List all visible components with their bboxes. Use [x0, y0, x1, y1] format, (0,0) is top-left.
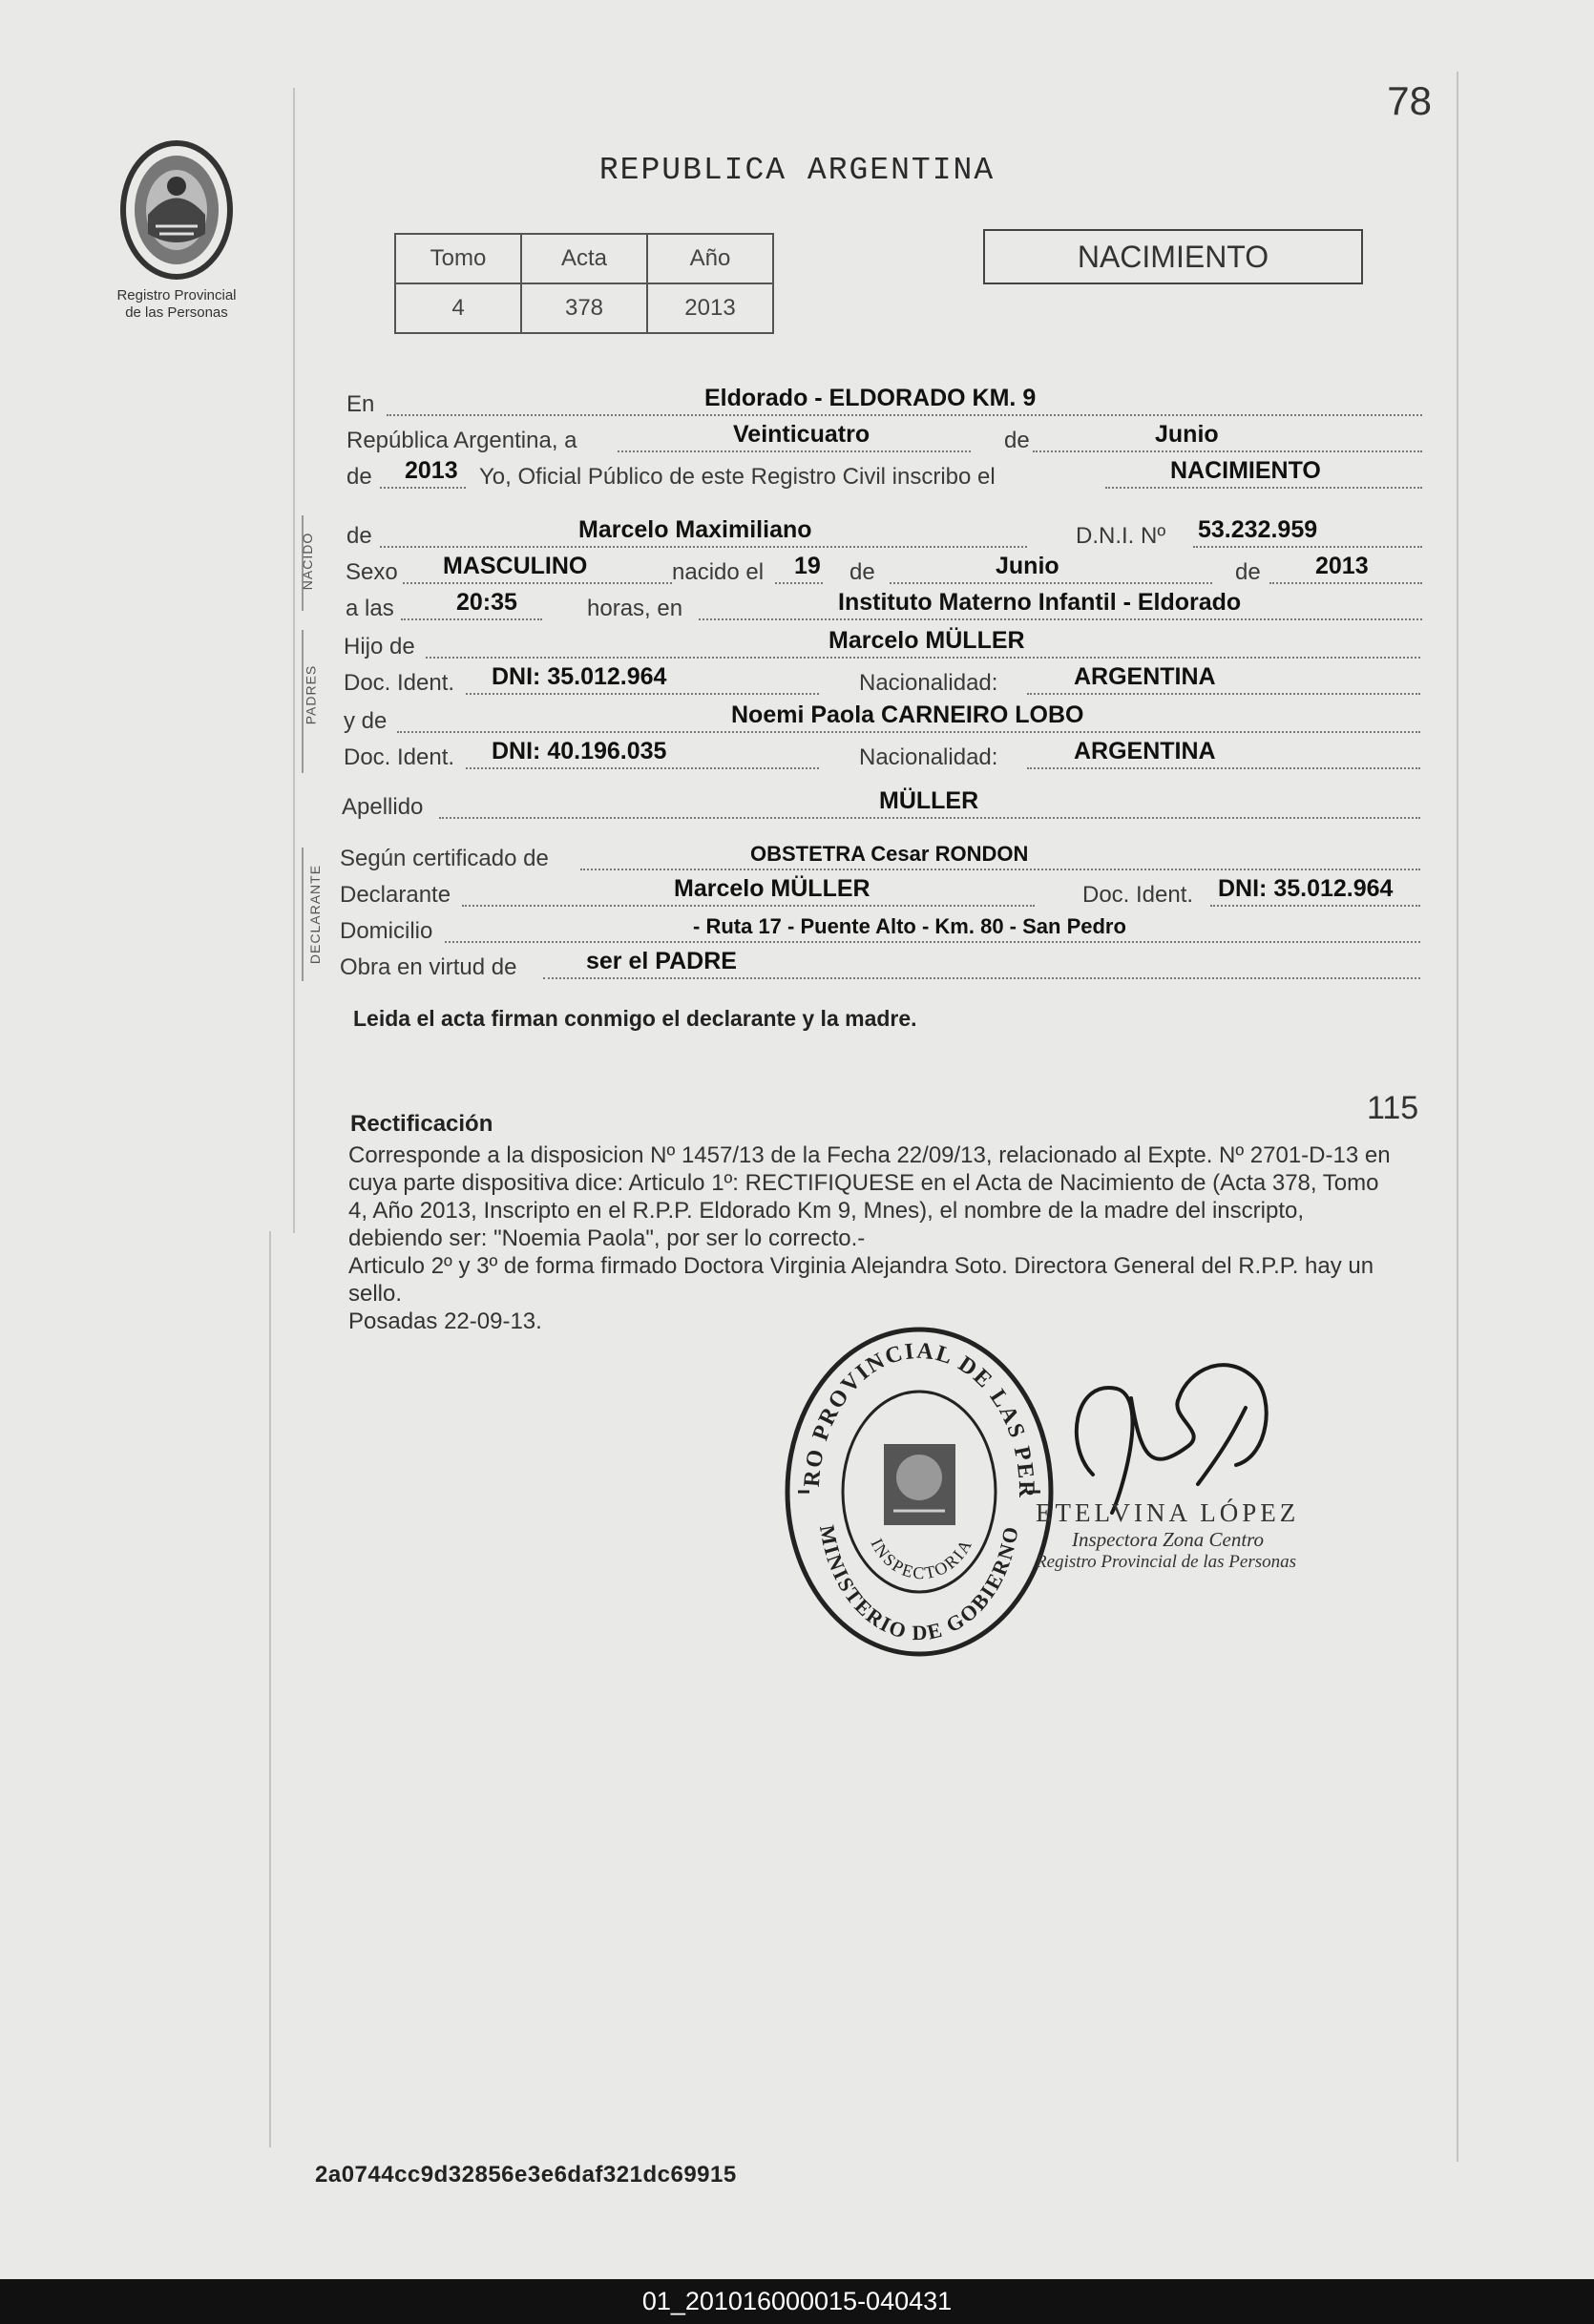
father-doc-label: Doc. Ident.: [344, 670, 455, 696]
registry-table-header-row: [395, 234, 773, 283]
logo-caption: [105, 287, 248, 322]
address-label: Domicilio: [340, 918, 433, 944]
registrar-text: Yo, Oficial Público de este Registro Civil inscribo el: [479, 464, 996, 490]
month-dots: [1033, 450, 1422, 452]
year-value: 2013: [405, 457, 458, 484]
document-title: REPUBLICA ARGENTINA: [598, 153, 996, 188]
rectification-paragraph-1: Corresponde a la disposicion Nº 1457/13 de la Fecha 22/09/13, relacionado al Expte. Nº 2701-D-13 en cuya parte dispositiva dice: Articulo 1º: RECTIFIQUESE en el Acta de Nacimiento de (Acta 378, Tomo 4, Año 2013, Inscripto en el R.P.P. Eldorado Km 9, Mnes), el nombre de la madre del inscripto, debiendo ser: "Noemia Paola", por ser lo correcto.-: [348, 1142, 1391, 1251]
act-dots: [1105, 487, 1422, 489]
page-number: 78: [1387, 78, 1432, 123]
newborn-de-label: de: [346, 523, 372, 549]
signature-block: [1036, 1498, 1299, 1573]
father-nat-label: Nacionalidad:: [859, 670, 998, 696]
header-ano: Año: [647, 234, 773, 283]
location-label: En: [346, 391, 375, 417]
stamp-inner-text: MINISTERIO DE GOBIERNO: [814, 1522, 1023, 1645]
location-value: Eldorado - ELDORADO KM. 9: [704, 385, 1037, 411]
father-nat-dots: [1027, 693, 1420, 695]
born-de3-label: de: [1235, 559, 1261, 585]
newborn-name-row: [344, 516, 1422, 552]
stamp-center-text: INSPECTORIA: [867, 1535, 976, 1583]
mother-doc-row: [342, 738, 1420, 773]
mother-label: y de: [344, 708, 388, 734]
time-dots: [401, 618, 542, 620]
signatory-role: Inspectora Zona Centro: [1072, 1528, 1265, 1551]
location-dots: [387, 414, 1422, 416]
surname-label: Apellido: [342, 794, 424, 820]
date-de-label: de: [1004, 428, 1030, 453]
declarant-label: Declarante: [340, 882, 451, 908]
declarant-doc-dots: [1210, 905, 1420, 907]
newborn-name: Marcelo Maximiliano: [578, 516, 812, 543]
month-value: Junio: [1155, 421, 1219, 448]
left-margin-line-lower: [269, 1231, 271, 2147]
rectification-text: [348, 1141, 1394, 1335]
declarant-dots: [462, 905, 1035, 907]
act-value: NACIMIENTO: [1170, 457, 1321, 484]
rectification-paragraph-2: Articulo 2º y 3º de forma firmado Doctora Virginia Alejandra Soto. Directora General del R.P.P. hay un sello.: [348, 1253, 1374, 1307]
mother-name: Noemi Paola CARNEIRO LOBO: [731, 701, 1084, 728]
certificate-dots: [580, 869, 1420, 870]
header-acta: Acta: [521, 234, 647, 283]
misiones-seal-icon: [117, 138, 237, 282]
value-ano: 2013: [647, 283, 773, 333]
born-label: nacido el: [672, 559, 765, 585]
signatory-name: ETELVINA LÓPEZ: [1036, 1498, 1300, 1527]
father-label: Hijo de: [344, 634, 415, 660]
born-de-label: de: [849, 559, 875, 585]
logo-caption-line1: Registro Provincial: [116, 287, 237, 304]
sex-dots: [403, 582, 672, 584]
born-year-dots: [1269, 582, 1422, 584]
surname-row: [340, 787, 1420, 823]
right-margin-line: [1457, 72, 1458, 2162]
declarant-name: Marcelo MÜLLER: [674, 875, 870, 902]
born-month-dots: [890, 582, 1212, 584]
born-month: Junio: [996, 553, 1059, 579]
father-name: Marcelo MÜLLER: [828, 627, 1025, 654]
year-de-label: de: [346, 464, 372, 490]
sex-label: Sexo: [346, 559, 398, 585]
header-tomo: Tomo: [395, 234, 521, 283]
stamp-seal-icon: [781, 1325, 1058, 1659]
value-tomo: 4: [395, 283, 521, 333]
location-row: [344, 385, 1422, 420]
declarant-section-bar: [302, 848, 304, 981]
rectification-number: 115: [1367, 1090, 1419, 1126]
official-stamp: [781, 1325, 1058, 1664]
logo-caption-line2: de las Personas: [125, 304, 228, 321]
sex-value: MASCULINO: [443, 553, 588, 579]
dni-dots: [1193, 546, 1422, 548]
father-nationality: ARGENTINA: [1074, 663, 1216, 690]
certificate-label: Según certificado de: [340, 846, 549, 871]
address-dots: [445, 941, 1420, 943]
mother-nationality: ARGENTINA: [1074, 738, 1216, 764]
footer-bar: [0, 2279, 1594, 2324]
certificate-row: [338, 844, 1420, 874]
address-value: - Ruta 17 - Puente Alto - Km. 80 - San Pedro: [693, 914, 1126, 938]
declarant-doc-label: Doc. Ident.: [1082, 882, 1194, 908]
day-born-dots: [775, 582, 823, 584]
act-type-box: NACIMIENTO: [983, 229, 1363, 284]
father-dots: [426, 657, 1420, 659]
declarant-section-label: DECLARANTE: [307, 864, 324, 965]
father-row: [342, 627, 1420, 662]
mother-doc-label: Doc. Ident.: [344, 744, 455, 770]
newborn-dni: 53.232.959: [1198, 516, 1318, 543]
day-dots: [618, 450, 971, 452]
declarant-row: [338, 875, 1420, 911]
birth-place: Instituto Materno Infantil - Eldorado: [838, 589, 1242, 616]
rectification-paragraph-3: Posadas 22-09-13.: [348, 1309, 542, 1334]
rectification-title: Rectificación: [350, 1111, 493, 1137]
birth-time: 20:35: [456, 589, 517, 616]
father-doc: DNI: 35.012.964: [492, 663, 667, 690]
stamp-outer-text: RO PROVINCIAL DE LAS PER: [799, 1338, 1039, 1499]
acting-value: ser el PADRE: [586, 948, 737, 974]
born-year: 2013: [1315, 553, 1369, 579]
left-margin-line: [293, 88, 295, 1233]
dni-label: D.N.I. Nº: [1076, 523, 1166, 549]
document-hash: 2a0744cc9d32856e3e6daf321dc69915: [315, 2162, 737, 2188]
father-doc-dots: [466, 693, 819, 695]
mother-doc-dots: [466, 767, 819, 769]
declarant-doc: DNI: 35.012.964: [1218, 875, 1394, 902]
place-dots: [699, 618, 1422, 620]
registry-logo: [105, 138, 248, 322]
mother-row: [342, 701, 1420, 737]
date-row: [344, 421, 1422, 456]
closing-statement: Leida el acta firman conmigo el declarante y la madre.: [353, 1006, 917, 1031]
surname-value: MÜLLER: [879, 787, 979, 814]
surname-dots: [439, 817, 1420, 819]
mother-doc: DNI: 40.196.035: [492, 738, 667, 764]
newborn-sex-row: [344, 553, 1422, 588]
registry-table-value-row: [395, 283, 773, 333]
value-acta: 378: [521, 283, 647, 333]
acting-label: Obra en virtud de: [340, 954, 517, 980]
certificate-value: OBSTETRA Cesar RONDON: [750, 842, 1029, 866]
parents-section-label: PADRES: [303, 664, 319, 725]
born-day: 19: [794, 553, 821, 579]
country-label: República Argentina, a: [346, 428, 577, 453]
registry-table: [394, 233, 774, 334]
day-value: Veinticuatro: [733, 421, 870, 448]
at-label: a las: [346, 596, 394, 621]
year-row: [344, 457, 1422, 492]
father-doc-row: [342, 663, 1420, 699]
address-row: [338, 916, 1420, 947]
mother-nat-dots: [1027, 767, 1420, 769]
newborn-time-row: [344, 589, 1422, 624]
mother-nat-label: Nacionalidad:: [859, 744, 998, 770]
acting-row: [338, 948, 1420, 983]
acting-dots: [543, 977, 1420, 979]
hours-label: horas, en: [587, 596, 683, 621]
mother-dots: [397, 731, 1420, 733]
year-dots: [380, 487, 466, 489]
born-section-label: NACIDO: [300, 532, 316, 591]
newborn-name-dots: [380, 546, 1027, 548]
footer-filename: 01_201016000015-040431: [641, 2287, 953, 2315]
signatory-org: Registro Provincial de las Personas: [1036, 1552, 1297, 1572]
